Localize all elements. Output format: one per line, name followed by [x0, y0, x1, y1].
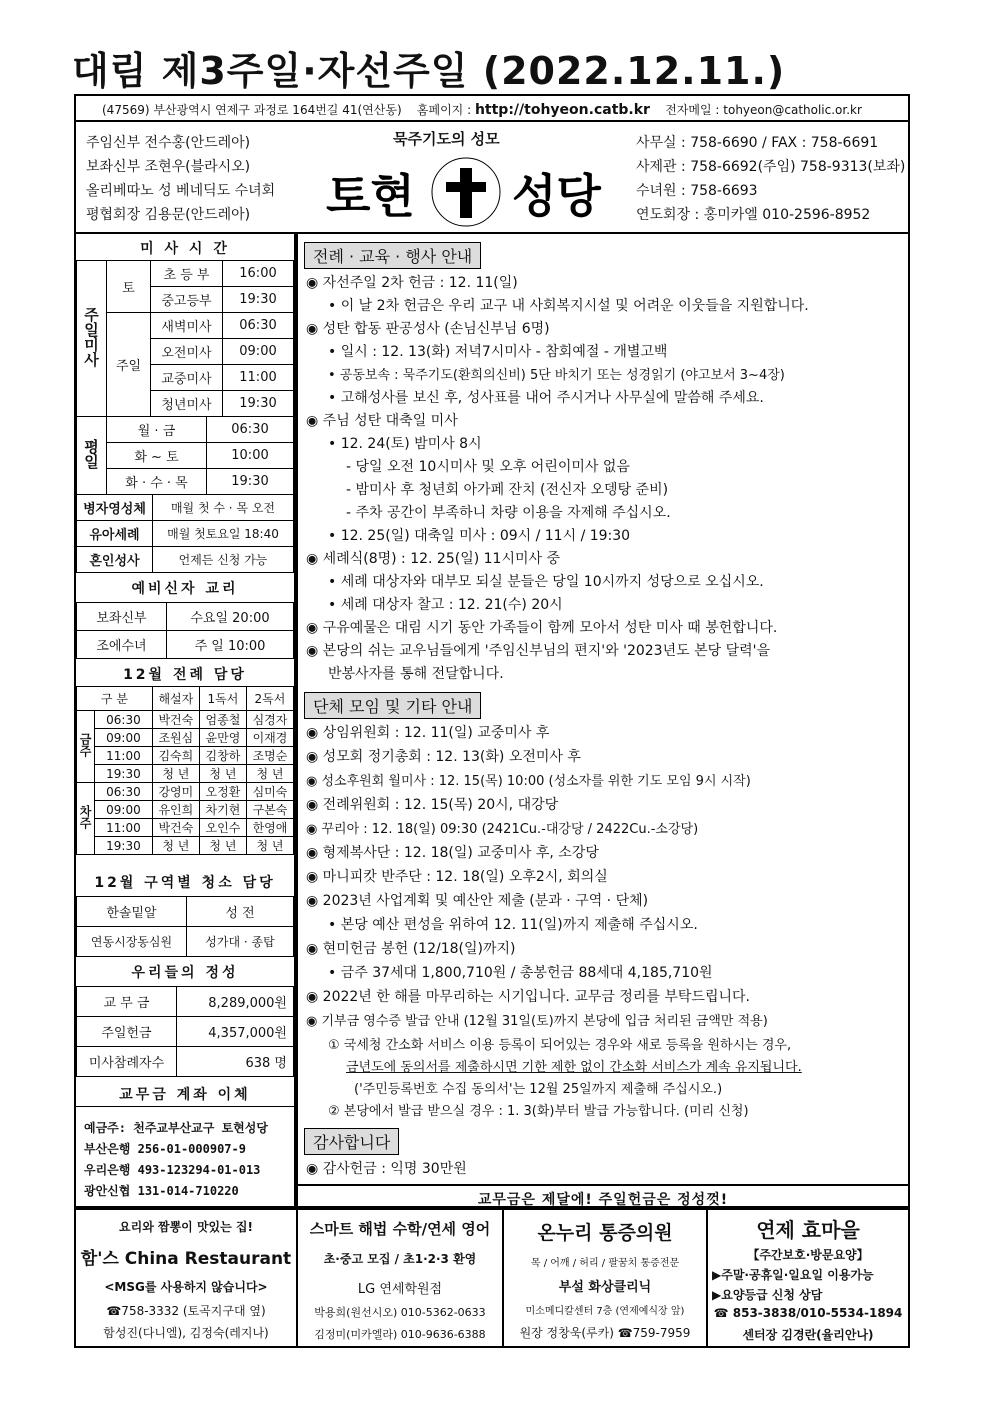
liturgy-header: 12월 전례 담당: [123, 667, 247, 683]
contact-line: 사제관 : 758-6692(주임) 758-9313(보좌): [636, 159, 906, 175]
notice-item: ◉ 꾸리아 : 12. 18(일) 09:30 (2421Cu.-대강당 / 2422Cu.-소강당): [306, 822, 699, 837]
cell: 06:30: [95, 783, 153, 801]
account-header: 교무금 계좌 이체: [119, 1087, 251, 1103]
notice-detail: - 주차 공간이 부족하니 차량 이용을 자제해 주십시오.: [346, 505, 671, 521]
mass-name: 새벽미사: [151, 313, 223, 339]
cell: 19:30: [95, 837, 153, 855]
sacrament-name: 병자영성체: [77, 495, 153, 521]
cell: 오정환: [199, 783, 246, 801]
notice-item: ◉ 감사헌금 : 익명 30만원: [306, 1161, 467, 1177]
notice-item: ◉ 본당의 쉬는 교우님들에게 '주임신부님의 편지'와 '2023년도 본당 달력'을: [306, 643, 770, 659]
cell: 심경자: [246, 711, 293, 729]
ad-line: LG 연세학원점: [357, 1282, 443, 1297]
cell: 유인희: [152, 801, 199, 819]
catechism-teacher: 보좌신부: [77, 603, 167, 631]
liturgy-table: [76, 686, 294, 855]
mass-name: 교중미사: [151, 365, 223, 391]
notice-detail: 금년도에 동의서를 제출하시면 기한 제한 없이 간소화 서비스가 계속 유지됩니다.: [346, 1060, 802, 1075]
mass-time: 10:00: [207, 443, 294, 469]
contact-line: 수녀원 : 758-6693: [636, 183, 758, 199]
account-line: 예금주: 천주교부산교구 토현성당: [84, 1121, 268, 1135]
cell: 박건숙: [152, 819, 199, 837]
cell: 강영미: [152, 783, 199, 801]
catechism-table: [76, 602, 294, 659]
weekday-table: [76, 416, 294, 495]
left-column: [74, 234, 296, 1208]
notice-item: ◉ 2022년 한 해를 마무리하는 시기입니다. 교무금 정리를 부탁드립니다.: [306, 989, 750, 1005]
notice-detail: • 12. 25(일) 대축일 미사 : 09시 / 11시 / 19:30: [328, 528, 631, 544]
catechism-time: 주 일 10:00: [167, 631, 294, 659]
ad-title: 함'스 China Restaurant: [80, 1249, 292, 1269]
account-line: 우리은행 493-123294-01-013: [84, 1163, 261, 1177]
account-line: 광안신협 131-014-710220: [84, 1184, 239, 1198]
cell: 청 년: [152, 837, 199, 855]
mass-day: 화 · 수 · 목: [107, 469, 207, 495]
ad-academy: [298, 1210, 504, 1346]
notice-detail: • 세례 대상자 찰고 : 12. 21(수) 20시: [328, 597, 563, 613]
notice-detail: • 이 날 2차 헌금은 우리 교구 내 사회복지시설 및 어려운 이웃들을 지원합니다.: [328, 298, 809, 314]
col-header: 해설자: [152, 687, 199, 711]
notice-detail: 반봉사자를 통해 전달합니다.: [328, 666, 504, 682]
church-logo: [326, 150, 606, 230]
col-header: 1독서: [199, 687, 246, 711]
district: 한솔밑알: [77, 897, 187, 927]
sacrament-time: 매월 첫 수 · 목 오전: [153, 495, 294, 521]
email-label: 전자메일 :: [665, 103, 720, 117]
mass-table: [76, 260, 294, 417]
cell: 윤만영: [199, 729, 246, 747]
notice-detail: • 세례 대상자와 대부모 되실 분들은 당일 10시까지 성당으로 오십시오.: [328, 574, 764, 590]
page-title: 대림 제3주일·자선주일 (2022.12.11.): [72, 49, 786, 93]
mass-time: 19:30: [223, 287, 294, 313]
mass-header: 미 사 시 간: [140, 241, 230, 257]
notice-detail: • 본당 예산 편성을 위하여 12. 11(일)까지 제출해 주십시오.: [328, 917, 698, 933]
notice-item: ◉ 현미헌금 봉헌 (12/18(일)까지): [306, 941, 516, 957]
offering-amount: 8,289,000원: [177, 987, 294, 1017]
notice-detail: ① 국세청 간소화 서비스 이용 등록이 되어있는 경우와 새로 등록을 원하시는 경우,: [328, 1038, 792, 1053]
address-bar: [74, 94, 910, 122]
weekday-label: 평일: [77, 417, 107, 495]
sacrament-name: 유아세례: [77, 521, 153, 547]
notice-item: ◉ 성모회 정기총회 : 12. 13(화) 오전미사 후: [306, 749, 581, 765]
notice-item: ◉ 주님 성탄 대축일 미사: [306, 413, 458, 429]
logo-subtitle: 묵주기도의 성모: [393, 130, 500, 148]
offering-type: 교 무 금: [77, 987, 177, 1017]
cell: 06:30: [95, 711, 153, 729]
cell: 김숙희: [152, 747, 199, 765]
homepage-label: 홈페이지 :: [416, 103, 472, 117]
mass-time: 09:00: [223, 339, 294, 365]
sun-label: 주일: [107, 313, 151, 417]
offering-amount: 638 명: [177, 1047, 294, 1077]
district: 연동시장동심원: [77, 927, 187, 957]
cell: 09:00: [95, 801, 153, 819]
notice-item: ◉ 형제복사단 : 12. 18(일) 교중미사 후, 소강당: [306, 845, 599, 861]
cell: 11:00: [95, 819, 153, 837]
ad-care: [708, 1210, 908, 1346]
ad-title: 스마트 해법 수학/연세 영어: [309, 1220, 491, 1238]
ad-line: ▶요양등급 신청 상담: [712, 1288, 823, 1302]
ad-line: ☎758-3332 (토곡지구대 옆): [106, 1304, 266, 1318]
cell: 청 년: [152, 765, 199, 783]
offering-type: 미사참례자수: [77, 1047, 177, 1077]
ad-line: 초·중고 모집 / 초1·2·3 환영: [323, 1252, 477, 1266]
notice-detail: • 공동보속 : 묵주기도(환희의신비) 5단 바치기 또는 성경읽기 (야고보서 3~4장): [328, 368, 785, 383]
notice-item: ◉ 기부금 영수증 발급 안내 (12월 31일(토)까지 본당에 입금 처리된 금액만 적용): [306, 1014, 768, 1029]
sacrament-name: 혼인성사: [77, 547, 153, 573]
notice-detail: ② 본당에서 발급 받으실 경우 : 1. 3(화)부터 발급 가능합니다. (미리 신청): [328, 1104, 749, 1119]
cell: 19:30: [95, 765, 153, 783]
ad-line: 미소메디칼센터 7층 (연제예식장 앞): [525, 1306, 685, 1317]
ad-line: 박용희(원선시오) 010-5362-0633: [314, 1306, 486, 1319]
sat-label: 토: [107, 261, 151, 313]
mass-time: 06:30: [207, 417, 294, 443]
cleaning-header: 12월 구역별 청소 담당: [94, 875, 276, 891]
sacrament-time: 매월 첫토요일 18:40: [153, 521, 294, 547]
notices-column: [296, 234, 910, 1208]
logo-name-left: 토현: [326, 169, 415, 223]
notice-detail: - 밤미사 후 청년회 아가페 잔치 (전신자 오뎅탕 준비): [346, 482, 669, 498]
mass-day: 월 · 금: [107, 417, 207, 443]
area: 성가대 · 종탑: [187, 927, 294, 957]
cell: 청 년: [246, 837, 293, 855]
ad-line: ▶주말·공휴일·일요일 이용가능: [712, 1268, 874, 1282]
mass-name: 청년미사: [151, 391, 223, 417]
staff-line: 주임신부 전수홍(안드레아): [86, 135, 251, 151]
cell: 조원심: [152, 729, 199, 747]
mass-name: 중고등부: [151, 287, 223, 313]
section-thanks: 감사합니다: [304, 1128, 399, 1155]
ad-line: 【주간보호·방문요양】: [747, 1248, 869, 1262]
ad-line: <MSG를 사용하지 않습니다>: [104, 1280, 268, 1294]
notice-detail: • 일시 : 12. 13(화) 저녁7시미사 - 참회예절 - 개별고백: [328, 344, 668, 360]
notice-item: ◉ 상임위원회 : 12. 11(일) 교중미사 후: [306, 725, 550, 741]
notice-item: ◉ 2023년 사업계획 및 예산안 제출 (분과 · 구역 · 단체): [306, 893, 649, 909]
staff-line: 올리베따노 성 베네딕도 수녀회: [86, 183, 276, 199]
cell: 한영애: [246, 819, 293, 837]
mass-name: 오전미사: [151, 339, 223, 365]
ad-line: 김정미(미카엘라) 010-9636-6388: [314, 1328, 486, 1341]
section-groups: 단체 모임 및 기타 안내: [304, 692, 481, 719]
mass-time: 11:00: [223, 365, 294, 391]
mass-time: 19:30: [223, 391, 294, 417]
ad-line: 요리와 짬뽕이 맛있는 집!: [119, 1220, 253, 1234]
offering-header: 우리들의 정성: [131, 965, 239, 981]
ad-title: 온누리 통증의원: [537, 1222, 673, 1244]
notice-item: ◉ 전례위원회 : 12. 15(목) 20시, 대강당: [306, 797, 559, 813]
mass-time: 06:30: [223, 313, 294, 339]
staff-line: 보좌신부 조현우(블라시오): [86, 159, 251, 175]
notice-detail: - 당일 오전 10시미사 및 오후 어린이미사 없음: [346, 459, 630, 475]
section-liturgy: 전례 · 교육 · 행사 안내: [304, 242, 481, 269]
notice-item: ◉ 구유예물은 대림 시기 동안 가족들이 함께 모아서 성탄 미사 때 봉헌합니다.: [306, 620, 778, 636]
notice-detail: • 12. 24(토) 밤미사 8시: [328, 436, 482, 452]
cross-icon: [460, 168, 472, 218]
notice-item: ◉ 성소후원회 월미사 : 12. 15(목) 10:00 (성소자를 위한 기도 모임 9시 시작): [306, 774, 751, 789]
area: 성 전: [187, 897, 294, 927]
cell: 오인수: [199, 819, 246, 837]
ad-restaurant: [76, 1210, 298, 1346]
cell: 구본숙: [246, 801, 293, 819]
next-week-label: 차주: [77, 783, 95, 855]
cell: 엄종철: [199, 711, 246, 729]
notice-item: ◉ 성탄 합동 판공성사 (손님신부님 6명): [306, 321, 550, 337]
cell: 차기현: [199, 801, 246, 819]
catechism-teacher: 조에수녀: [77, 631, 167, 659]
cell: 09:00: [95, 729, 153, 747]
ad-line: 함성진(다니엘), 김정숙(레지나): [103, 1326, 269, 1340]
notice-item: ◉ 자선주일 2차 헌금 : 12. 11(일): [306, 275, 518, 291]
offering-type: 주일헌금: [77, 1017, 177, 1047]
notice-item: ◉ 마니피캇 반주단 : 12. 18(일) 오후2시, 회의실: [306, 869, 608, 885]
cell: 이재경: [246, 729, 293, 747]
notice-detail: ('주민등록번호 수집 동의서'는 12월 25일까지 제출해 주십시오.): [354, 1082, 723, 1097]
ad-line: 센터장 김경란(율리안나): [742, 1328, 874, 1342]
cell: 청 년: [199, 837, 246, 855]
ad-title: 연제 효마을: [756, 1218, 860, 1242]
notice-detail: • 금주 37세대 1,800,710원 / 총봉헌금 88세대 4,185,710원: [328, 965, 713, 981]
ad-line: 부설 화상클리닉: [558, 1280, 652, 1295]
homepage-link[interactable]: http://tohyeon.catb.kr: [474, 102, 650, 118]
ad-line: 원장 정창욱(루카) ☎759-7959: [519, 1326, 691, 1340]
col-header: 구 분: [77, 687, 153, 711]
contact-line: 사무실 : 758-6690 / FAX : 758-6691: [636, 135, 879, 151]
mass-name: 초 등 부: [151, 261, 223, 287]
mass-time: 16:00: [223, 261, 294, 287]
cell: 청 년: [246, 765, 293, 783]
email-link[interactable]: tohyeon@catholic.or.kr: [723, 103, 862, 117]
postal-address: (47569) 부산광역시 연제구 과정로 164번길 41(연산동): [102, 103, 402, 117]
sacrament-time: 언제든 신청 가능: [153, 547, 294, 573]
mass-time: 19:30: [207, 469, 294, 495]
cleaning-table: [76, 896, 294, 957]
account-line: 부산은행 256-01-000907-9: [84, 1142, 246, 1156]
col-header: 2독서: [246, 687, 293, 711]
sunday-mass-label: 주일미사: [77, 261, 107, 417]
cell: 조명순: [246, 747, 293, 765]
offering-amount: 4,357,000원: [177, 1017, 294, 1047]
ad-clinic: [504, 1210, 708, 1346]
staff-line: 평협회장 김용문(안드레아): [86, 207, 251, 223]
sacrament-table: [76, 494, 294, 573]
catechism-time: 수요일 20:00: [167, 603, 294, 631]
notice-item: ◉ 세례식(8명) : 12. 25(일) 11시미사 중: [306, 551, 560, 567]
this-week-label: 금주: [77, 711, 95, 783]
ad-line: 목 / 어깨 / 허리 / 팔꿈치 통증전문: [530, 1258, 680, 1269]
mass-day: 화 ~ 토: [107, 443, 207, 469]
logo-name-right: 성당: [512, 169, 601, 223]
notice-detail: • 고해성사를 보신 후, 성사표를 내어 주시거나 사무실에 말씀해 주세요.: [328, 390, 764, 406]
cell: 11:00: [95, 747, 153, 765]
offering-banner: 교무금은 제달에! 주일헌금은 정성껏!: [296, 1184, 910, 1210]
cell: 심미숙: [246, 783, 293, 801]
ad-line: ☎ 853-3838/010-5534-1894: [713, 1306, 903, 1320]
contact-line: 연도회장 : 홍미카엘 010-2596-8952: [636, 207, 871, 223]
cell: 청 년: [199, 765, 246, 783]
offering-table: [76, 986, 294, 1077]
cell: 김창하: [199, 747, 246, 765]
ads-bar: [74, 1208, 910, 1348]
catechism-header: 예비신자 교리: [131, 581, 239, 597]
cell: 박건숙: [152, 711, 199, 729]
account-list: [84, 1118, 268, 1202]
